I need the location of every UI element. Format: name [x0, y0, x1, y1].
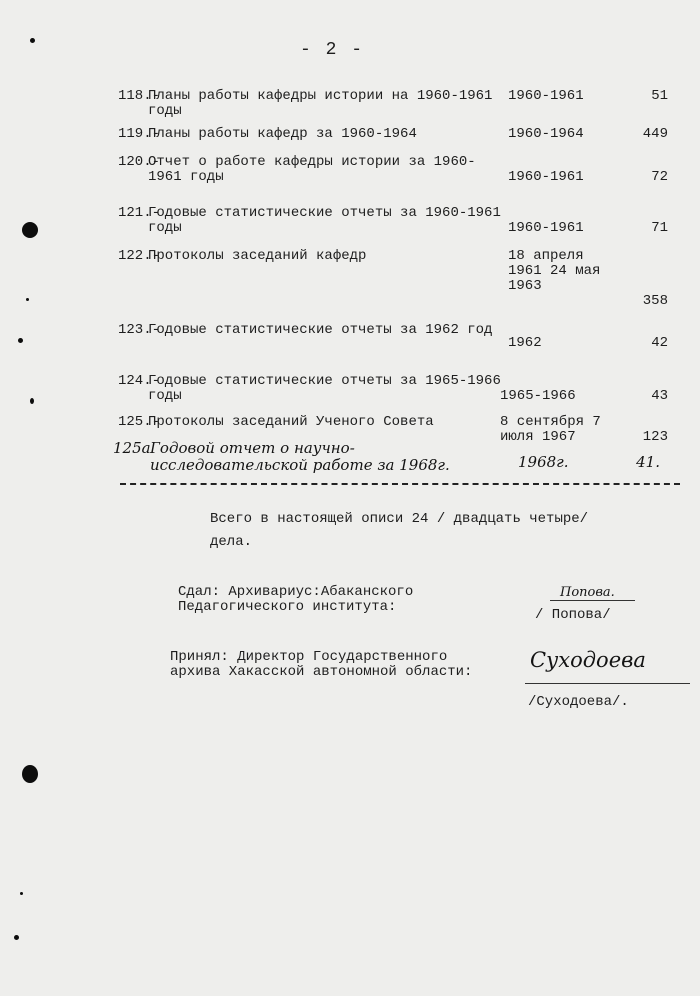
total-statement-cont: дела. [210, 534, 253, 550]
scan-speck [14, 935, 19, 940]
entry-dates: 1960-1961 [508, 220, 584, 236]
handed-by-label: Сдал: Архивариус:Абаканского [178, 584, 414, 600]
entry-title: Годовой отчет о научно-исследовательской работе за 1968г. [150, 439, 450, 474]
entry-dates: 8 сентября 7 июля 1967 [500, 414, 601, 445]
entry-sheet-count: 71 [651, 220, 668, 236]
entry-dates: 1962 [508, 335, 542, 351]
entry-dates: 1968г. [518, 453, 569, 471]
handed-name: / Попова/ [535, 607, 611, 623]
entry-title: Планы работы кафедр за 1960-1964 [148, 126, 417, 142]
handed-signature: Попова. [560, 585, 615, 600]
entry-title: Протоколы заседаний кафедр [148, 248, 367, 264]
scan-speck [18, 338, 23, 343]
entry-title: Планы работы кафедры истории на 1960-1961 годы [148, 88, 493, 119]
entry-number: 124.- [118, 373, 161, 389]
entry-title: Протоколы заседаний Ученого Совета [148, 414, 434, 430]
entry-number: 122.- [118, 248, 161, 264]
hole-punch-mark [22, 765, 38, 783]
received-signature: Суходоева [530, 648, 646, 672]
signature-underline [525, 683, 690, 684]
received-by-label: Принял: Директор Государственного [170, 649, 448, 665]
entry-dates: 18 апреля 1961 24 мая 1963 [508, 248, 601, 294]
entry-dates: 1960-1961 [508, 169, 584, 185]
scan-speck [30, 38, 35, 43]
page-number: - 2 - [300, 40, 365, 60]
entry-number: 118.- [118, 88, 161, 104]
entry-dates: 1960-1961 [508, 88, 584, 104]
entry-number: 125а [113, 439, 151, 457]
entry-sheet-count: 42 [651, 335, 668, 351]
entry-number: 120.- [118, 154, 161, 170]
handed-by-institution: Педагогического института: [178, 599, 397, 615]
entry-sheet-count: 123 [642, 429, 668, 445]
hole-punch-mark [22, 222, 38, 238]
entry-sheet-count: 43 [651, 388, 668, 404]
received-by-institution: архива Хакасской автономной области: [170, 664, 473, 680]
entry-sheet-count: 72 [651, 169, 668, 185]
entry-number: 123.- [118, 322, 161, 338]
entry-sheet-count: 51 [651, 88, 668, 104]
entry-sheet-count: 358 [642, 293, 668, 309]
entry-number: 125.- [118, 414, 161, 430]
entry-number: 119.- [118, 126, 161, 142]
received-name: /Суходоева/. [528, 694, 629, 710]
scan-speck [26, 298, 29, 301]
scan-speck [20, 892, 23, 895]
entry-title: Годовые статистические отчеты за 1965-1966 годы [148, 373, 501, 404]
entry-sheet-count: 449 [642, 126, 668, 142]
entry-title: Отчет о работе кафедры истории за 1960-1961 годы [148, 154, 476, 185]
entry-title: Годовые статистические отчеты за 1960-1961 годы [148, 205, 501, 236]
entry-dates: 1965-1966 [500, 388, 576, 404]
entry-title: Годовые статистические отчеты за 1962 год [148, 322, 493, 338]
signature-underline [550, 600, 635, 601]
separator-line [120, 483, 680, 485]
entry-dates: 1960-1964 [508, 126, 584, 142]
entry-sheet-count: 41. [636, 453, 660, 471]
total-statement: Всего в настоящей описи 24 / двадцать четыре/ [210, 511, 589, 527]
scan-speck [30, 398, 34, 404]
entry-number: 121.- [118, 205, 161, 221]
